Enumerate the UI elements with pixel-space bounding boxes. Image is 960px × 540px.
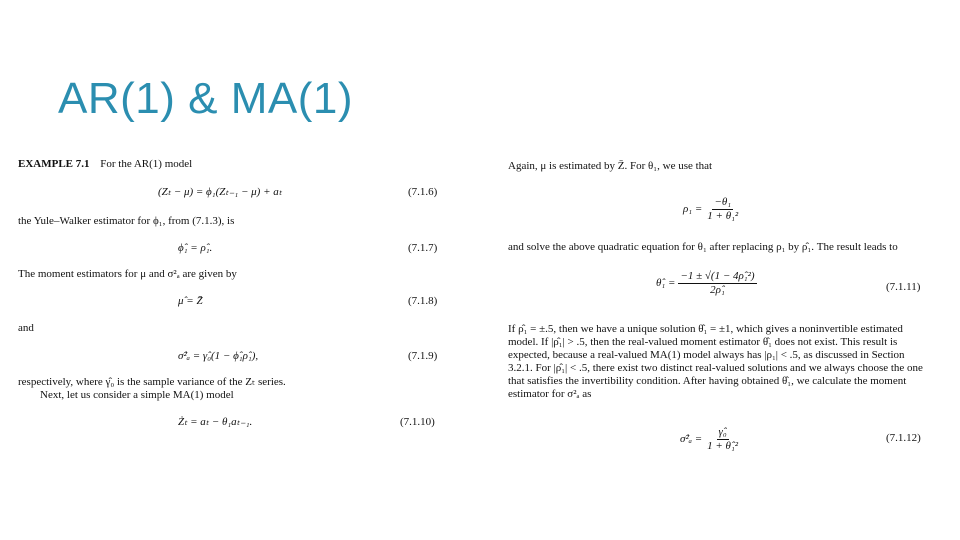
- equation-7-1-7: ϕ̂₁ = ρ̂₁.: [178, 242, 213, 254]
- rho-lhs: ρ₁ =: [683, 203, 703, 215]
- and-text: and: [18, 322, 34, 334]
- sigma-lhs: σ̂²ₐ =: [680, 433, 703, 445]
- equation-7-1-9: σ̂²ₐ = γ̂₀(1 − ϕ̂₁ρ̂₁),: [178, 350, 259, 362]
- equation-7-1-10: Żₜ = aₜ − θ₁aₜ₋₁.: [178, 416, 253, 428]
- invertibility-paragraph: If ρ̂₁ = ±.5, then we have a unique solution θ̂₁ = ±1, which gives a noninvertible estimated model. If |ρ̂₁| > .5, then the real-valued moment estimator θ̂₁ does not exist. This result is expected, because a real-valued MA(1) model always has |ρ₁| < .5, as discussed in Section 3.2.1. For |ρ̂₁| < .5, there exist two distinct real-valued solutions and we always choose the one that satisfies the invertibility condition. After having obtained θ̂₁, we calculate the moment estimator for σ²ₐ as: [508, 323, 923, 400]
- left-column: [18, 158, 448, 438]
- theta-fraction: [678, 270, 756, 297]
- moment-estimators-text: The moment estimators for μ and σ²ₐ are given by: [18, 268, 237, 280]
- next-text: Next, let us consider a simple MA(1) model: [40, 389, 234, 401]
- theta-equation: [656, 270, 760, 297]
- equation-number-7-1-8: (7.1.8): [408, 295, 438, 307]
- sigma-equation: [680, 426, 743, 453]
- equation-7-1-6: (Zₜ − μ) = ϕ₁(Zₜ₋₁ − μ) + aₜ: [158, 186, 283, 198]
- equation-number-7-1-12: (7.1.12): [886, 432, 921, 444]
- again-text: Again, μ is estimated by Z̄. For θ₁, we use that: [508, 160, 713, 172]
- sigma-denominator: 1 + θ̂₁²: [707, 440, 739, 452]
- equation-number-7-1-11: (7.1.11): [886, 281, 921, 293]
- sigma-numerator: γ̂₀: [718, 426, 727, 438]
- equation-number-7-1-6: (7.1.6): [408, 186, 438, 198]
- rho-denominator: 1 + θ₁²: [707, 210, 739, 222]
- example-header: [18, 158, 192, 171]
- theta-denominator: 2ρ̂₁: [710, 284, 725, 296]
- rho-fraction: [705, 196, 740, 223]
- right-column: [508, 158, 928, 458]
- respectively-text: respectively, where γ̂₀ is the sample variance of the Zₜ series.: [18, 376, 286, 388]
- equation-7-1-8: μ̂ = Z̄: [178, 295, 203, 307]
- yule-walker-text: the Yule–Walker estimator for ϕ₁, from (7.1.3), is: [18, 215, 235, 227]
- rho-equation: [683, 196, 743, 223]
- theta-numerator: −1 ± √(1 − 4ρ̂₁²): [680, 270, 755, 282]
- rho-numerator: −θ₁: [714, 196, 732, 208]
- equation-number-7-1-10: (7.1.10): [400, 416, 435, 428]
- sigma-fraction: [705, 426, 740, 453]
- example-intro: For the AR(1) model: [100, 158, 193, 170]
- solve-text: and solve the above quadratic equation for θ₁ after replacing ρ₁ by ρ̂₁. The result leads to: [508, 241, 898, 253]
- equation-number-7-1-9: (7.1.9): [408, 350, 438, 362]
- theta-lhs: θ̂₁ =: [656, 277, 676, 289]
- slide-title: AR(1) & MA(1): [58, 74, 353, 123]
- example-label: EXAMPLE 7.1: [18, 158, 90, 170]
- equation-number-7-1-7: (7.1.7): [408, 242, 438, 254]
